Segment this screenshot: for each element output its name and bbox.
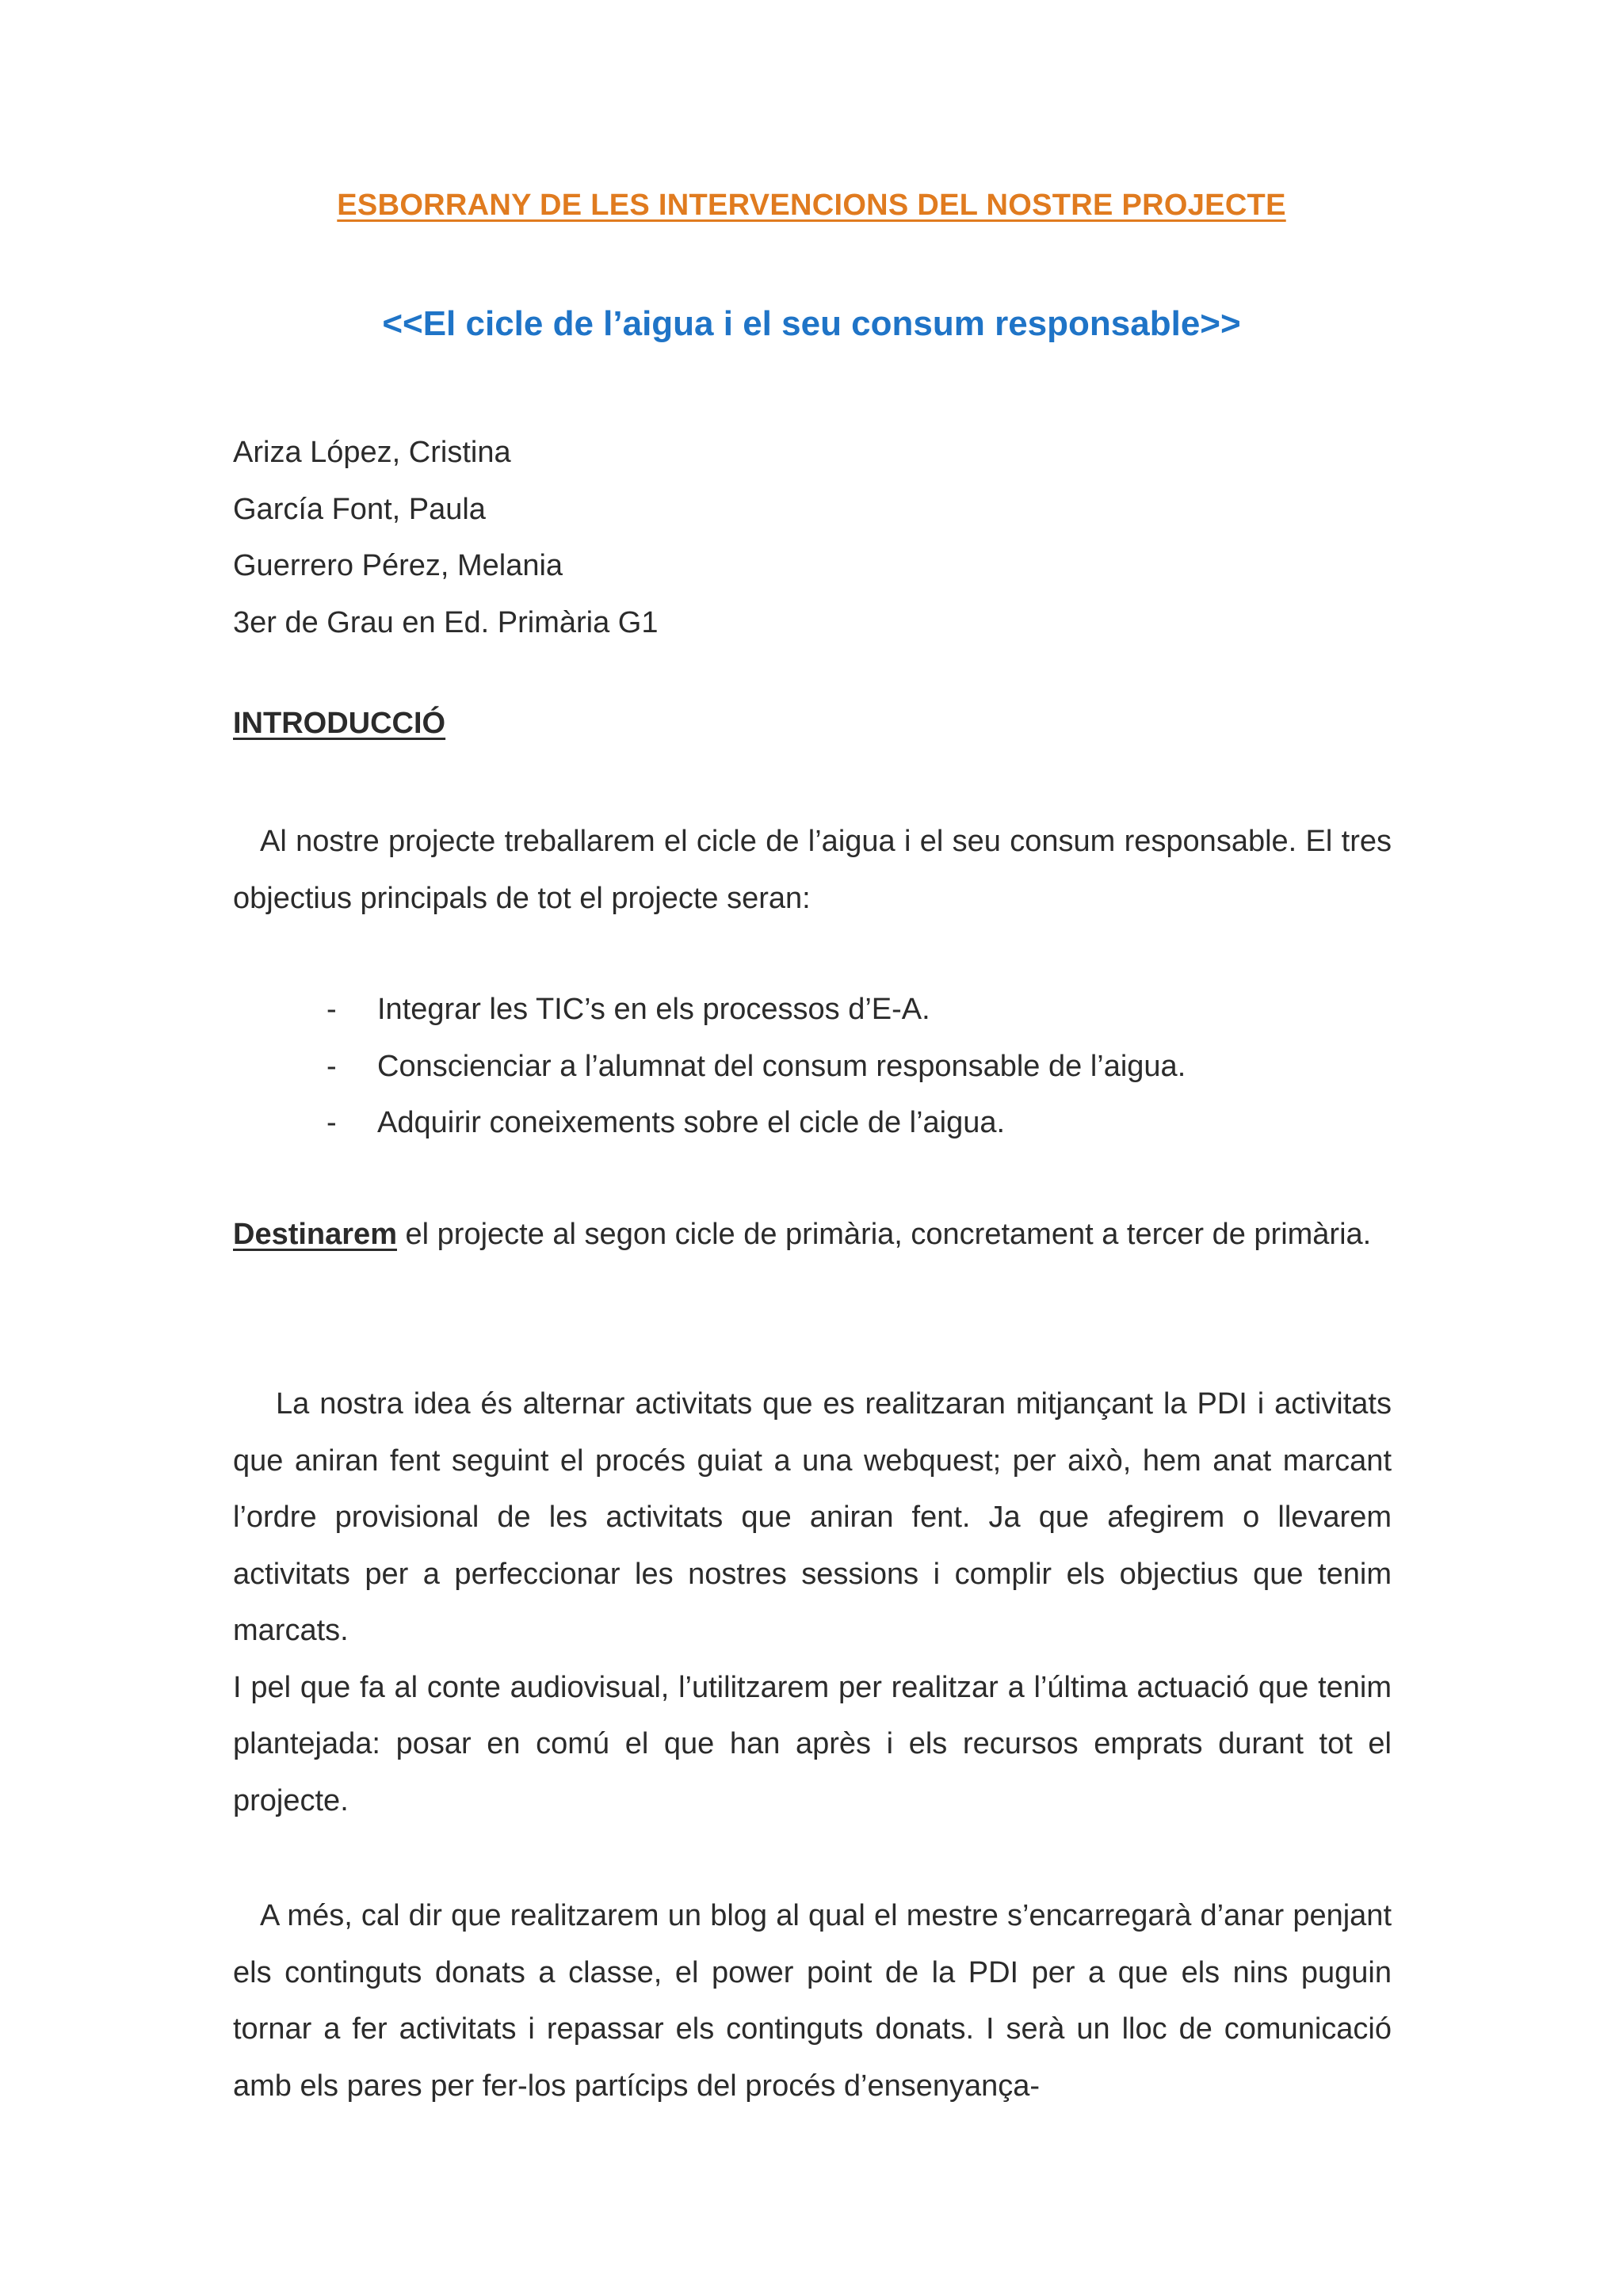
blog-paragraph: A més, cal dir que realitzarem un blog al qual el mestre s’encarregarà d’anar penjant els continguts donats a classe, el power point de la PDI per a que els nins puguin tornar a fer activitats i repassar els continguts donats. I serà un lloc de comunicació amb els pares per fer-los partícips del procés d’ensenyança- bbox=[233, 1899, 1392, 2103]
target-emphasis: Destinarem bbox=[233, 1218, 397, 1251]
audiovisual-paragraph: I pel que fa al conte audiovisual, l’utilitzarem per realitzar a l’última actuació que tenim plantejada: posar en comú el que han après i els recursos emprats durant tot el projecte. bbox=[233, 1670, 1392, 1817]
objectives-list bbox=[233, 982, 1186, 1152]
list-item bbox=[233, 982, 1186, 1039]
list-item bbox=[233, 1039, 1186, 1096]
intro-paragraph bbox=[233, 814, 1392, 927]
intro-paragraph-text: Al nostre projecte treballarem el cicle de l’aigua i el seu consum responsable. El tres objectius principals de tot el projecte seran: bbox=[233, 825, 1392, 915]
objective-text: Conscienciar a l’alumnat del consum responsable de l’aigua. bbox=[377, 1049, 1186, 1083]
document-subtitle: <<El cicle de l’aigua i el seu consum responsable>> bbox=[382, 304, 1241, 343]
idea-paragraph-block bbox=[233, 1376, 1392, 1829]
objective-text: Adquirir coneixements sobre el cicle de l’aigua. bbox=[377, 1106, 1006, 1139]
course-line: 3er de Grau en Ed. Primària G1 bbox=[233, 605, 659, 639]
list-item bbox=[233, 1095, 1186, 1152]
document-title: ESBORRANY DE LES INTERVENCIONS DEL NOSTRE PROJECTE bbox=[337, 189, 1286, 222]
target-text: el projecte al segon cicle de primària, concretament a tercer de primària. bbox=[396, 1218, 1372, 1251]
target-paragraph bbox=[233, 1207, 1392, 1264]
idea-paragraph: La nostra idea és alternar activitats que es realitzaran mitjançant la PDI i activitats que aniran fent seguint el procés guiat a una webquest; per això, hem anat marcant l’ordre provisional de les activitats que aniran fent. Ja que afegirem o llevarem activitats per a perfeccionar les nostres sessions i complir els objectius que tenim marcats. bbox=[233, 1387, 1392, 1647]
bullet-dash: - bbox=[327, 1106, 337, 1139]
author-line: Ariza López, Cristina bbox=[233, 436, 511, 469]
blog-paragraph-block bbox=[233, 1888, 1392, 2115]
author-line: Guerrero Pérez, Melania bbox=[233, 549, 563, 582]
bullet-dash: - bbox=[327, 1049, 337, 1083]
authors-list bbox=[233, 425, 658, 651]
author-line: García Font, Paula bbox=[233, 492, 486, 526]
intro-heading: INTRODUCCIÓ bbox=[233, 707, 446, 740]
bullet-dash: - bbox=[327, 993, 337, 1026]
objective-text: Integrar les TIC’s en els processos d’E-A. bbox=[377, 993, 930, 1026]
